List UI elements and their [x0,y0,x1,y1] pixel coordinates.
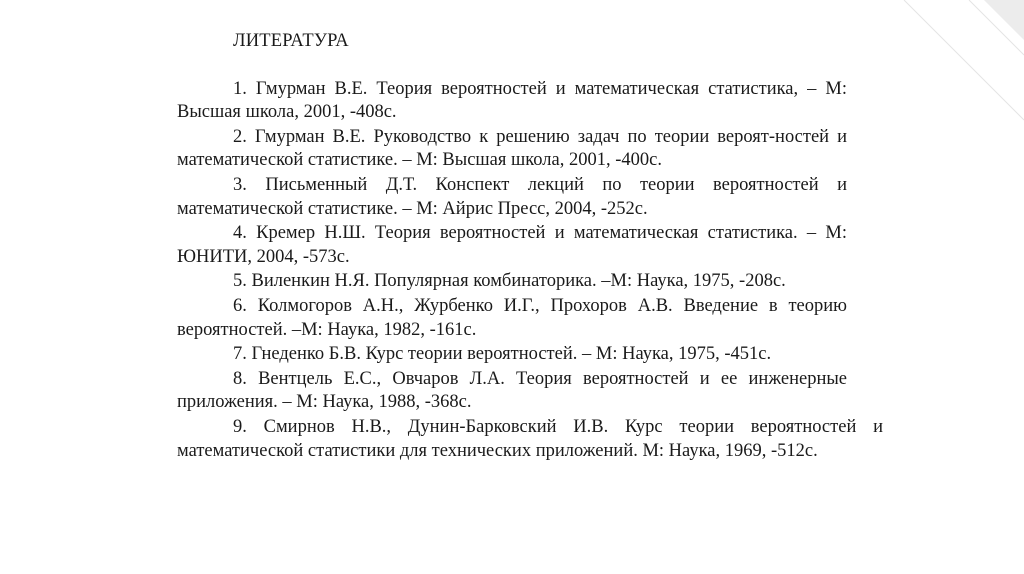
reference-list [177,78,883,464]
reference-item: 1. Гмурман В.Е. Теория вероятностей и математическая статистика, – М: Высшая школа, 2001, -408с. [177,78,847,123]
reference-item: 5. Виленкин Н.Я. Популярная комбинаторика. –М: Наука, 1975, -208с. [233,271,786,292]
reference-item: 3. Письменный Д.Т. Конспект лекций по теории вероятностей и математической статистике. – М: Айрис Пресс, 2004, -252с. [177,174,847,219]
page-title: ЛИТЕРАТУРА [233,31,349,51]
reference-item: 2. Гмурман В.Е. Руководство к решению задач по теории вероят-ностей и математической статистике. – М: Высшая школа, 2001, -400с. [177,126,847,171]
reference-item: 8. Вентцель Е.С., Овчаров Л.А. Теория вероятностей и ее инженерные приложения. – М: Наука, 1988, -368с. [177,368,847,413]
reference-item: 4. Кремер Н.Ш. Теория вероятностей и математическая статистика. – М: ЮНИТИ, 2004, -573с. [177,223,847,267]
document [177,30,883,464]
reference-item: 9. Смирнов Н.В., Дунин-Барковский И.В. Курс теории вероятностей и математической статистики для технических приложений. М: Наука, 1969, -512с. [177,416,883,461]
corner-decoration [874,0,1024,150]
reference-item: 6. Колмогоров А.Н., Журбенко И.Г., Прохоров А.В. Введение в теорию вероятностей. –М: Наука, 1982, -161с. [177,295,847,340]
reference-item: 7. Гнеденко Б.В. Курс теории вероятностей. – М: Наука, 1975, -451с. [233,344,772,365]
